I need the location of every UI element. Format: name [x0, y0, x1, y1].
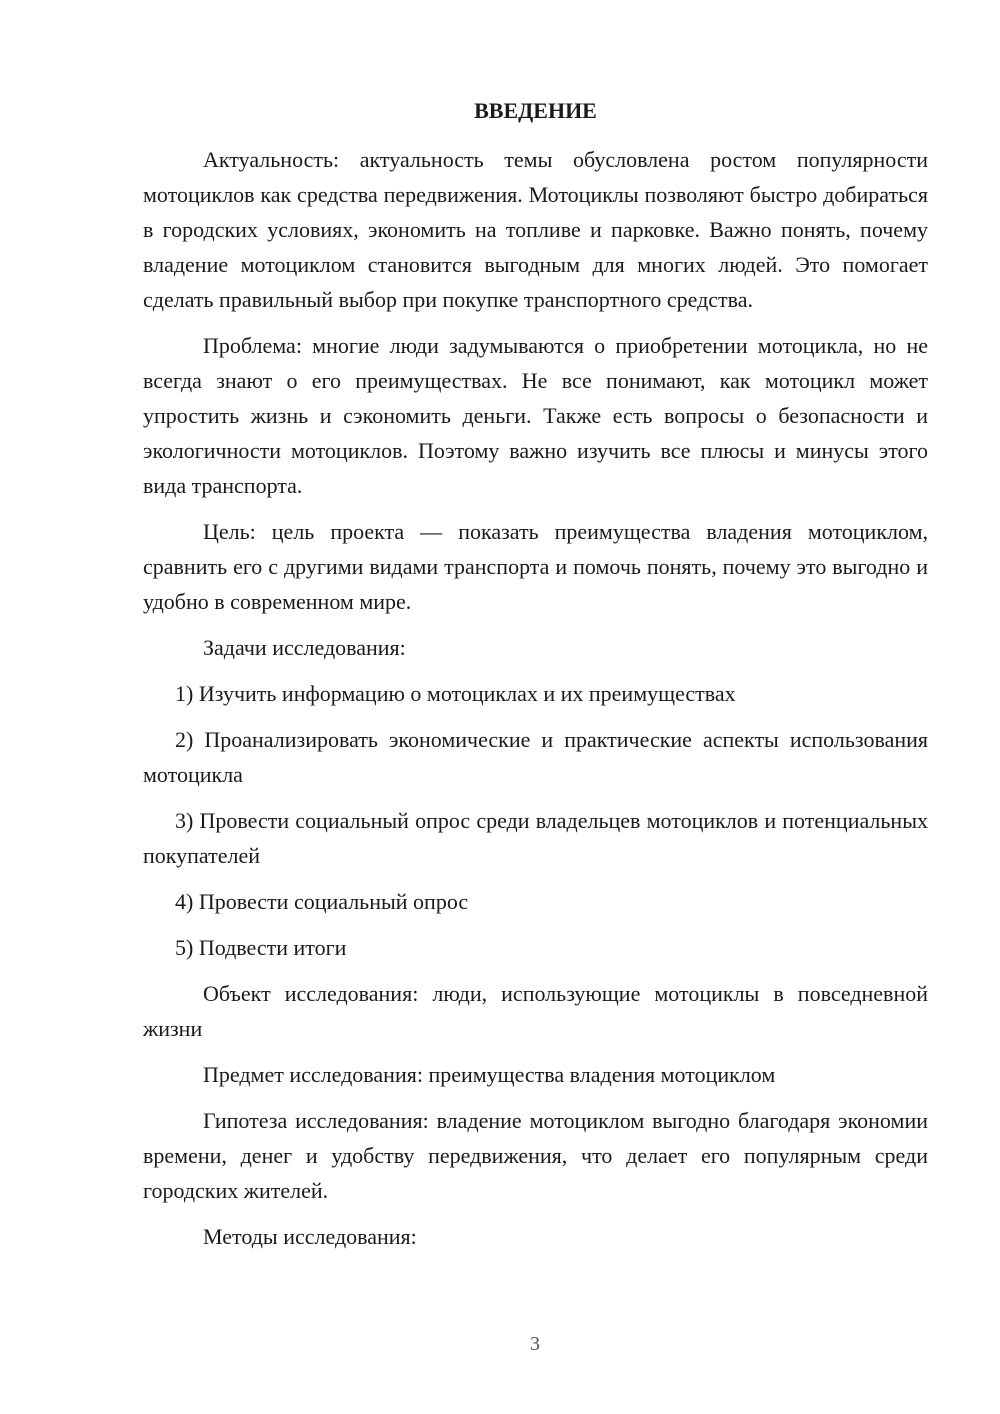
task-item: 2) Проанализировать экономические и практические аспекты использования мотоцикла	[143, 727, 928, 787]
page-title: ВВЕДЕНИЕ	[474, 98, 597, 123]
task-item: 5) Подвести итоги	[175, 935, 347, 960]
paragraph-subject: Предмет исследования: преимущества владения мотоциклом	[203, 1062, 776, 1087]
paragraph-hypothesis: Гипотеза исследования: владение мотоциклом выгодно благодаря экономии времени, денег и удобству передвижения, что делает его популярным среди городских жителей.	[143, 1108, 928, 1203]
document-page	[143, 96, 928, 1254]
task-item: 3) Провести социальный опрос среди владельцев мотоциклов и потенциальных покупателей	[143, 808, 928, 868]
paragraph-object: Объект исследования: люди, использующие мотоциклы в повседневной жизни	[143, 981, 928, 1041]
paragraph-problem: Проблема: многие люди задумываются о приобретении мотоцикла, но не всегда знают о его преимуществах. Не все понимают, как мотоцикл может упростить жизнь и сэкономить деньги. Также есть вопросы о безопасности и экологичности мотоциклов. Поэтому важно изучить все плюсы и минусы этого вида транспорта.	[143, 333, 928, 498]
task-item: 4) Провести социальный опрос	[175, 889, 469, 914]
tasks-heading: Задачи исследования:	[203, 635, 406, 660]
methods-heading: Методы исследования:	[203, 1224, 417, 1249]
paragraph-goal: Цель: цель проекта — показать преимущества владения мотоциклом, сравнить его с другими видами транспорта и помочь понять, почему это выгодно и удобно в современном мире.	[143, 519, 928, 614]
task-item: 1) Изучить информацию о мотоциклах и их преимуществах	[175, 681, 736, 706]
paragraph-relevance: Актуальность: актуальность темы обусловлена ростом популярности мотоциклов как средства передвижения. Мотоциклы позволяют быстро добираться в городских условиях, экономить на топливе и парковке. Важно понять, почему владение мотоциклом становится выгодным для многих людей. Это помогает сделать правильный выбор при покупке транспортного средства.	[143, 147, 928, 312]
page-number: 3	[530, 1333, 540, 1355]
